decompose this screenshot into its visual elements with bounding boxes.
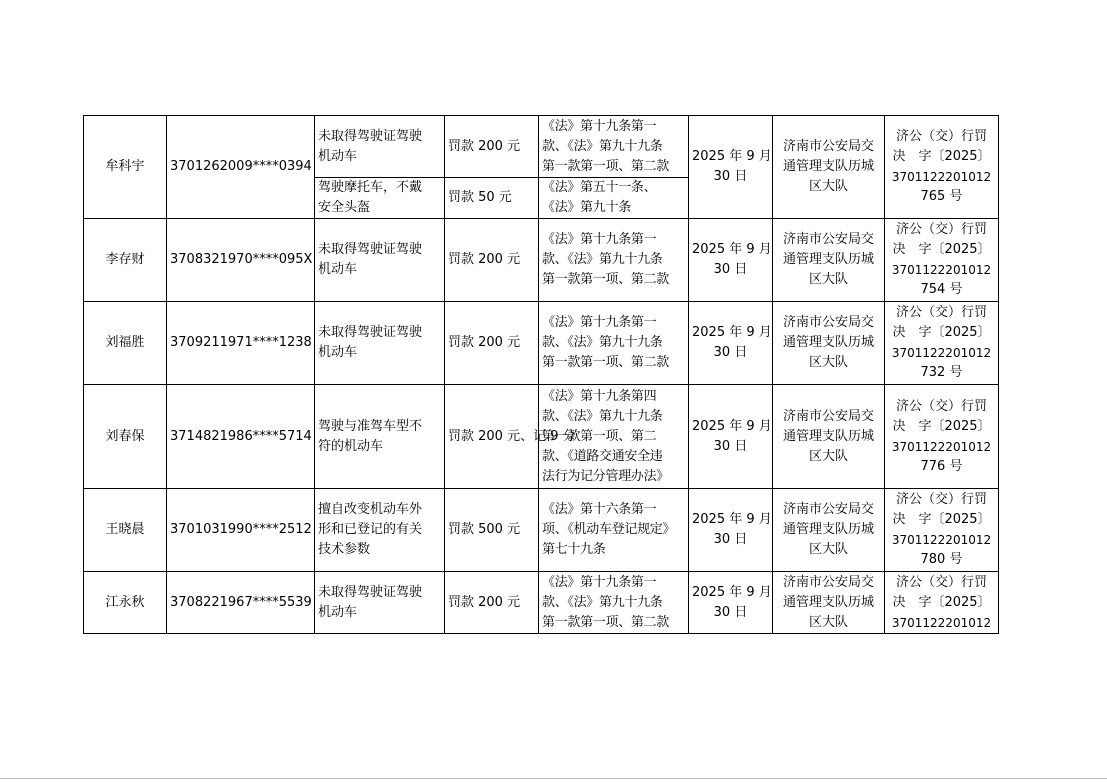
violation-line: 机动车 bbox=[318, 262, 358, 277]
table-row bbox=[84, 489, 999, 572]
issuing-authority-line: 区大队 bbox=[808, 542, 848, 557]
decision-date-line: 30 日 bbox=[713, 604, 748, 620]
issuing-authority-line: 区大队 bbox=[808, 355, 848, 370]
legal-basis-line: 《法》第十九条第一 bbox=[542, 315, 657, 330]
table-row bbox=[84, 572, 999, 634]
issuing-authority bbox=[773, 385, 885, 489]
decision-date bbox=[689, 116, 773, 219]
decision-document-number-line: 732 号 bbox=[920, 365, 963, 380]
violation bbox=[315, 572, 445, 634]
legal-basis-line: 款、《法》第九十九条 bbox=[542, 408, 663, 424]
decision-date-line: 2025 年 9 月 bbox=[692, 242, 772, 257]
person-name: 牟科宇 bbox=[84, 116, 167, 219]
decision-date bbox=[689, 219, 773, 302]
issuing-authority bbox=[773, 116, 885, 219]
legal-basis-line: 款、《法》第九十九条 bbox=[542, 335, 663, 350]
issuing-authority-line: 区大队 bbox=[808, 614, 848, 630]
violation-line: 擅自改变机动车外 bbox=[318, 502, 423, 517]
issuing-authority-line: 济南市公安局交 bbox=[782, 315, 874, 330]
page-divider bbox=[0, 778, 1107, 779]
decision-document-number-line: 济公（交）行罚 bbox=[895, 574, 987, 590]
issuing-authority-line: 通管理支队历城 bbox=[782, 252, 874, 267]
issuing-authority-line: 区大队 bbox=[808, 179, 848, 194]
violation bbox=[315, 385, 445, 489]
legal-basis-line: 《法》第五十一条、 bbox=[542, 180, 657, 195]
legal-basis-line: 款、《法》第九十九条 bbox=[542, 252, 663, 267]
penalty: 罚款 50 元 bbox=[445, 178, 539, 219]
decision-document-number-line: 济公（交）行罚 bbox=[895, 398, 987, 414]
violation-line: 未取得驾驶证驾驶 bbox=[318, 325, 423, 340]
legal-basis-line: 法行为记分管理办法》 bbox=[542, 468, 670, 484]
violation bbox=[315, 489, 445, 572]
legal-basis-line: 款、《法》第九十九条 bbox=[542, 594, 663, 610]
legal-basis-line: 第一款第一项、第二款 bbox=[542, 614, 670, 630]
decision-document-number bbox=[885, 385, 999, 489]
decision-date-line: 2025 年 9 月 bbox=[692, 512, 772, 527]
decision-date-line: 30 日 bbox=[713, 345, 748, 360]
decision-document-number-line: 济公（交）行罚 bbox=[895, 305, 987, 320]
table-row bbox=[84, 302, 999, 385]
legal-basis-line: 第一款第一项、第二 bbox=[542, 428, 657, 444]
penalty: 罚款 200 元 bbox=[445, 116, 539, 178]
person-name: 刘福胜 bbox=[84, 302, 167, 385]
legal-basis-line: 《法》第十九条第一 bbox=[542, 118, 657, 134]
decision-date-line: 2025 年 9 月 bbox=[692, 325, 772, 340]
penalty-table bbox=[83, 115, 999, 634]
legal-basis-line: 《法》第九十条 bbox=[542, 200, 631, 215]
violation-line: 机动车 bbox=[318, 604, 358, 620]
violation-line: 未取得驾驶证驾驶 bbox=[318, 584, 423, 600]
decision-document-number-line: 3701122201012 bbox=[891, 615, 992, 630]
issuing-authority bbox=[773, 302, 885, 385]
decision-document-number-line: 754 号 bbox=[920, 282, 963, 297]
violation bbox=[315, 219, 445, 302]
decision-document-number bbox=[885, 219, 999, 302]
violation-line: 符的机动车 bbox=[318, 438, 384, 454]
legal-basis bbox=[539, 385, 689, 489]
issuing-authority-line: 济南市公安局交 bbox=[782, 574, 874, 590]
decision-date bbox=[689, 489, 773, 572]
legal-basis-line: 《法》第十六条第一 bbox=[542, 502, 657, 517]
violation-line: 机动车 bbox=[318, 148, 358, 164]
table-body bbox=[84, 116, 999, 634]
id-number: 3701262009****0394 bbox=[167, 116, 315, 219]
decision-date-line: 30 日 bbox=[713, 438, 748, 454]
id-number: 3708221967****5539 bbox=[167, 572, 315, 634]
violation-line: 未取得驾驶证驾驶 bbox=[318, 242, 423, 257]
legal-basis bbox=[539, 489, 689, 572]
decision-date-line: 30 日 bbox=[713, 262, 748, 277]
table-row bbox=[84, 219, 999, 302]
decision-document-number-line: 3701122201012 bbox=[891, 346, 992, 360]
issuing-authority-line: 通管理支队历城 bbox=[782, 594, 874, 610]
decision-date-line: 2025 年 9 月 bbox=[692, 584, 772, 600]
decision-document-number-line: 济公（交）行罚 bbox=[895, 129, 987, 144]
decision-document-number bbox=[885, 116, 999, 219]
legal-basis bbox=[539, 178, 689, 219]
decision-document-number-line: 决 字〔2025〕 bbox=[892, 149, 991, 164]
id-number: 3701031990****2512 bbox=[167, 489, 315, 572]
legal-basis-line: 款、《道路交通安全违 bbox=[542, 448, 663, 464]
decision-document-number-line: 决 字〔2025〕 bbox=[892, 594, 991, 610]
violation bbox=[315, 302, 445, 385]
legal-basis bbox=[539, 219, 689, 302]
decision-document-number bbox=[885, 302, 999, 385]
decision-document-number-line: 决 字〔2025〕 bbox=[892, 325, 991, 340]
decision-date-line: 2025 年 9 月 bbox=[692, 418, 772, 434]
decision-date bbox=[689, 385, 773, 489]
issuing-authority-line: 通管理支队历城 bbox=[782, 522, 874, 537]
issuing-authority bbox=[773, 219, 885, 302]
legal-basis bbox=[539, 116, 689, 178]
person-name: 刘春保 bbox=[84, 385, 167, 489]
decision-document-number-line: 决 字〔2025〕 bbox=[892, 242, 991, 257]
decision-document-number-line: 3701122201012 bbox=[891, 533, 992, 547]
violation-line: 驾驶与准驾车型不 bbox=[318, 418, 423, 434]
table-row bbox=[84, 385, 999, 489]
decision-document-number-line: 3701122201012 bbox=[891, 439, 992, 454]
id-number: 3714821986****5714 bbox=[167, 385, 315, 489]
person-name: 江永秋 bbox=[84, 572, 167, 634]
decision-document-number-line: 765 号 bbox=[920, 189, 963, 204]
violation-line: 机动车 bbox=[318, 345, 358, 360]
violation bbox=[315, 116, 445, 178]
decision-document-number-line: 济公（交）行罚 bbox=[895, 222, 987, 237]
penalty: 罚款 200 元 bbox=[445, 572, 539, 634]
decision-document-number-line: 决 字〔2025〕 bbox=[892, 418, 991, 434]
issuing-authority-line: 济南市公安局交 bbox=[782, 502, 874, 517]
legal-basis-line: 第一款第一项、第二款 bbox=[542, 355, 670, 370]
id-number: 3708321970****095X bbox=[167, 219, 315, 302]
legal-basis-line: 第七十九条 bbox=[542, 542, 606, 557]
violation-line: 驾驶摩托车，不戴 bbox=[318, 180, 423, 195]
decision-document-number-line: 780 号 bbox=[920, 552, 963, 567]
decision-document-number-line: 776 号 bbox=[920, 458, 963, 474]
issuing-authority-line: 区大队 bbox=[808, 448, 848, 464]
legal-basis-line: 第一款第一项、第二款 bbox=[542, 272, 670, 287]
penalty: 罚款 500 元 bbox=[445, 489, 539, 572]
decision-date bbox=[689, 572, 773, 634]
decision-date-line: 30 日 bbox=[713, 532, 748, 547]
person-name: 李存财 bbox=[84, 219, 167, 302]
issuing-authority-line: 区大队 bbox=[808, 272, 848, 287]
legal-basis-line: 第一款第一项、第二款 bbox=[542, 158, 670, 174]
id-number: 3709211971****1238 bbox=[167, 302, 315, 385]
decision-document-number-line: 决 字〔2025〕 bbox=[892, 512, 991, 527]
legal-basis-line: 《法》第十九条第四 bbox=[542, 388, 657, 404]
legal-basis bbox=[539, 302, 689, 385]
violation-line: 形和已登记的有关 bbox=[318, 522, 423, 537]
violation-line: 安全头盔 bbox=[318, 200, 371, 215]
decision-document-number-line: 3701122201012 bbox=[891, 263, 992, 277]
violation-line: 技术参数 bbox=[318, 542, 371, 557]
legal-basis-line: 《法》第十九条第一 bbox=[542, 574, 657, 590]
decision-date-line: 30 日 bbox=[713, 169, 748, 184]
penalty: 罚款 200 元 bbox=[445, 219, 539, 302]
issuing-authority bbox=[773, 572, 885, 634]
violation-line: 未取得驾驶证驾驶 bbox=[318, 128, 423, 144]
penalty: 罚款 200 元、记 9 分 bbox=[445, 385, 539, 489]
issuing-authority-line: 通管理支队历城 bbox=[782, 335, 874, 350]
table-row bbox=[84, 116, 999, 178]
decision-document-number-line: 3701122201012 bbox=[891, 170, 992, 184]
legal-basis bbox=[539, 572, 689, 634]
legal-basis-line: 项、《机动车登记规定》 bbox=[542, 522, 676, 537]
issuing-authority-line: 通管理支队历城 bbox=[782, 428, 874, 444]
decision-date bbox=[689, 302, 773, 385]
decision-document-number-line: 济公（交）行罚 bbox=[895, 492, 987, 507]
decision-document-number bbox=[885, 572, 999, 634]
violation bbox=[315, 178, 445, 219]
decision-document-number bbox=[885, 489, 999, 572]
issuing-authority-line: 济南市公安局交 bbox=[782, 408, 874, 424]
issuing-authority-line: 通管理支队历城 bbox=[782, 159, 874, 174]
issuing-authority-line: 济南市公安局交 bbox=[782, 232, 874, 247]
legal-basis-line: 《法》第十九条第一 bbox=[542, 232, 657, 247]
decision-date-line: 2025 年 9 月 bbox=[692, 149, 772, 164]
person-name: 王晓晨 bbox=[84, 489, 167, 572]
issuing-authority-line: 济南市公安局交 bbox=[782, 139, 874, 154]
legal-basis-line: 款、《法》第九十九条 bbox=[542, 138, 663, 154]
issuing-authority bbox=[773, 489, 885, 572]
penalty: 罚款 200 元 bbox=[445, 302, 539, 385]
